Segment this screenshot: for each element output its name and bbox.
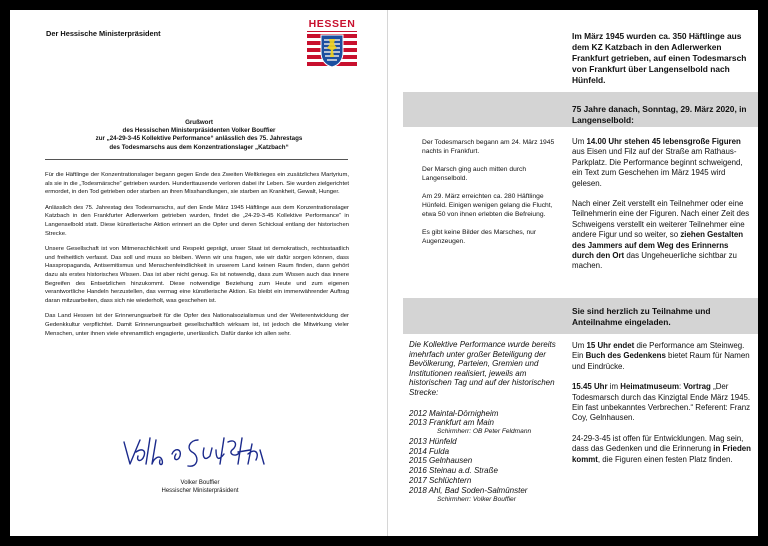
schedule-paragraph-2: Nach einer Zeit verstellt ein Teilnehmer oder eine Teilnehmerin eine der Figuren. Nach einer Zeit des Schweigens verstellt ein weiterer Teilnehmer eine andere Figur und so weiter, so ziehen Gestalten des Jammers auf dem Weg des Erinnerns durch den Ort das Ungeheuerliche sichtbar zu machen. [572,199,750,271]
body-paragraph: Anlässlich des 75. Jahrestag des Todesmarschs, auf den Ende März 1945 Häftlinge aus dem Konzentrationslager Katzbach in den Frankfurter Adlerwerken getrieben wurden, findet die „24-29-3-45 Kollektive Performance“ in Langenselbold statt. Diese künstlerische Aktion erinnert an die Opfer und deren Schicksal entlang der historischen Strecke. [45,204,349,237]
greeting-body [45,171,349,345]
schedule-text [572,137,752,282]
performance-item: 2018 Ahl, Bad Soden-Salmünster [409,485,528,495]
performance-intro: Die Kollektive Performance wurde bereits imehrfach unter großer Beteiligung der Bevölkerung, Parteien, Gremien und Institutionen realisiert, jeweils am historischen Tag und auf der historischen Strecke: [409,340,556,397]
page-divider [387,10,388,536]
afternoon-text [572,341,752,475]
performance-patron: Schirmherr: Volker Bouffier [437,495,516,503]
body-paragraph: Für die Häftlinge der Konzentrationslager begann gegen Ende des Zweiten Weltkrieges ein zusätzliches Martyrium, als sie in die „Todesmärsche“ getrieben wurden. Hunderttausende verloren dabei ihr Leben. Sie wurden zielgerichtet ermordet, in den Tod getrieben oder starben an ihren Misshandlungen, sie starben an Krankheit, Gewalt, Hunger. [45,172,349,196]
performance-item: 2013 Frankfurt am Main [409,418,494,428]
march-facts [422,138,557,255]
body-paragraph: Das Land Hessen ist der Erinnerungsarbeit für die Opfer des Nationalsozialismus und der Weiterentwicklung der Gedenkkultur verpflichtet. Damit Erinnerungsarbeit gesellschaftlich wirksam ist, ist jedoch die Mitwirkung vieler Menschen, unter ihnen viele ehrenamtlich engagierte, unerlässlich. Dafür danke ich allen sehr. [45,313,349,337]
schedule-paragraph-1: Um 14.00 Uhr stehen 45 lebensgroße Figuren aus Eisen und Filz auf der Straße am Rathaus-Parkplatz. Die Performance beginnt schweigend, ein Text zum Geschehen im März 1945 wird gelesen. [572,137,743,188]
performance-item: 2016 Steinau a.d. Straße [409,466,498,476]
greeting-line-2: zur „24-29-3-45 Kollektive Performance“ anlässlich des 75. Jahrestags [95,135,303,143]
performance-item: 2015 Gelnhausen [409,456,473,466]
performance-item: 2017 Schlüchtern [409,475,472,485]
document-page [10,10,758,536]
letterhead-title: Der Hessische Ministerpräsident [46,29,161,38]
performance-item: 2012 Maintal-Dörnigheim [409,408,499,418]
event-band-text: 75 Jahre danach, Sonntag, 29. März 2020, in Langenselbold: [572,104,747,125]
signer-name: Volker Bouffier [180,480,220,486]
performance-item: 2014 Fulda [409,446,450,456]
march-fact: Der Todesmarsch begann am 24. März 1945 nachts in Frankfurt. [422,139,555,155]
afternoon-paragraph-2: 15.45 Uhr im Heimatmuseum: Vortrag „Der Todesmarsch durch das Kinzigtal Ende März 1945. Ein fast unbekanntes Verbrechen.“ Referent: Franz Coy, Gelnhausen. [572,382,751,423]
invitation-band-text: Sie sind herzlich zu Teilnahme und Anteilnahme eingeladen. [572,306,711,327]
march-fact: Am 29. März erreichten ca. 280 Häftlinge Hünfeld. Einigen wenigen gelang die Flucht, etwa 50 von ihnen erlebten die Befreiung. [422,193,553,218]
performance-patron: Schirmherr: OB Peter Feldmann [437,428,532,436]
afternoon-paragraph-3: 24-29-3-45 ist offen für Entwicklungen. Mag sein, dass das Gedenken und die Erinnerung in Frieden kommt, die Figuren einen festen Platz finden. [572,433,751,464]
performance-history [409,340,564,504]
signer-role: Hessischer Ministerpräsident [161,488,239,495]
hessen-logo [307,18,357,73]
performance-list [409,409,564,505]
march-fact: Es gibt keine Bilder des Marsches, nur Augenzeugen. [422,229,537,245]
performance-item: 2013 Hünfeld [409,436,457,446]
march-fact: Der Marsch ging auch mitten durch Langenselbold. [422,166,527,182]
greeting-heading [70,119,328,152]
greeting-line-1: des Hessischen Ministerpräsidenten Volker Bouffier [122,127,276,135]
greeting-line-3: des Todesmarschs aus dem Konzentrationslager „Katzbach“ [109,143,289,151]
intro-text: Im März 1945 wurden ca. 350 Häftlinge aus dem KZ Katzbach in den Adlerwerken Frankfurt getrieben, auf einen Todesmarsch von Frankfurt über Langenselbold nach Hünfeld. [572,31,747,85]
body-paragraph: Unsere Gesellschaft ist von Mitmenschlichkeit und Respekt geprägt, unser Staat ist demokratisch, rechtsstaatlich und freiheitlich verfasst. Das soll und muss so bleiben. Wenn wir uns fragen, wie wir dafür sorgen können, dass Hasspropaganda, Antisemitismus und Menschenfeindlichkeit in unserem Land keinen Raum finden, dann gehört dazu als erstes historisches Wissen. Das ist aber nicht genug. Es ist notwendig, dass zum Wissen auch das innere Begreifen des Entsetzlichen hinzukommt. Diese notwendige Beziehung zum Heute und zum eigenen verantwortliche Handeln herzustellen, das vermag eine künstlerische Aktion. Es bleibt ein immerwährender Auftrag daran mitzuarbeiten, dass sich nie wiederholt, was geschehen ist. [45,246,349,304]
heading-rule [45,159,348,160]
hessen-logo-text: HESSEN [308,18,356,30]
hessen-coat-of-arms-icon [307,32,357,68]
handwritten-signature [120,430,270,476]
greeting-title: Grußwort [185,119,213,126]
signer-block [145,479,255,496]
afternoon-paragraph-1: Um 15 Uhr endet die Performance am Steinweg. Ein Buch des Gedenkens bietet Raum für Namen und Eindrücke. [572,341,750,371]
